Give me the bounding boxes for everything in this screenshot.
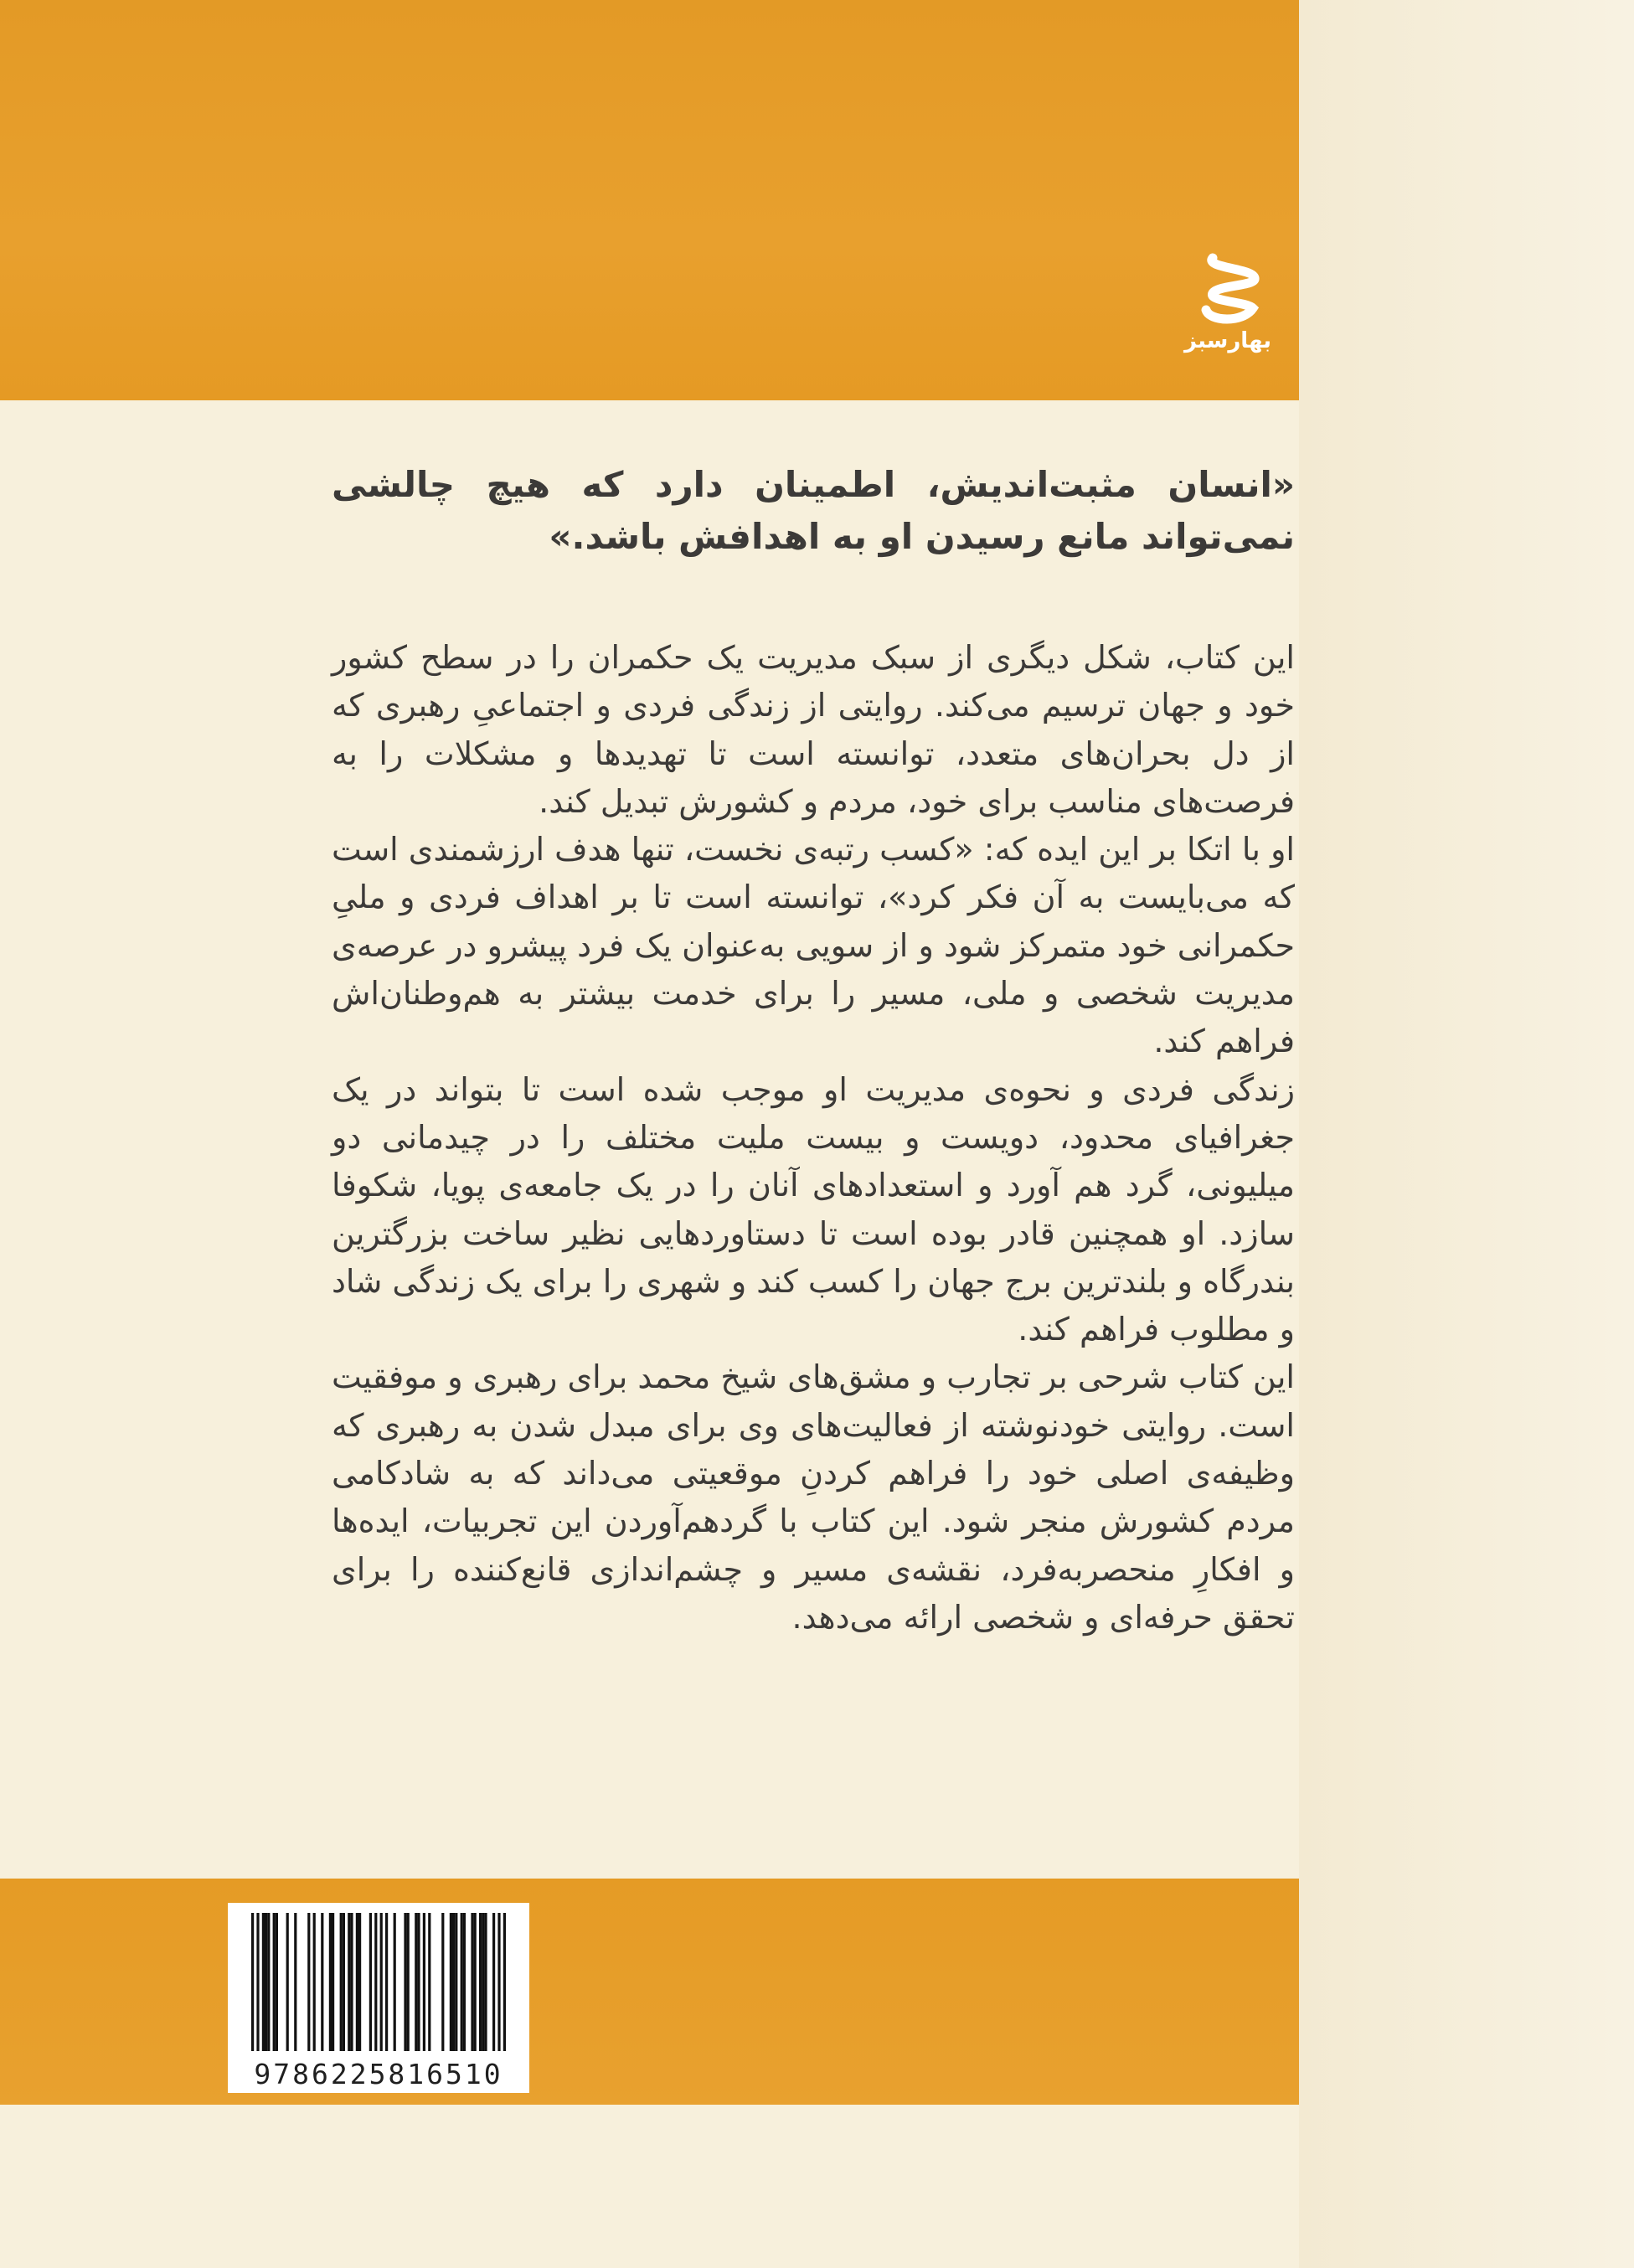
barcode-bar	[369, 1913, 372, 2051]
barcode-bar	[256, 1913, 259, 2051]
barcode-bar	[273, 1913, 276, 2051]
barcode-bars	[251, 1913, 506, 2051]
barcode-bar	[503, 1913, 506, 2051]
barcode-bar	[286, 1913, 289, 2051]
barcode-bar	[332, 1913, 334, 2051]
barcode-bar	[358, 1913, 361, 2051]
barcode-bar	[479, 1913, 482, 2051]
top-orange-band	[0, 0, 1299, 400]
barcode-bar	[265, 1913, 267, 2051]
barcode-bar	[313, 1913, 316, 2051]
bottom-orange-band	[0, 1879, 1299, 2105]
blurb-paragraph: این کتاب شرحی بر تجارب و مشق‌های شیخ محمد برای رهبری و موفقیت است. روایتی خودنوشته از فعالیت‌های وی برای مبدل شدن به رهبری که وظیفه‌ی اصلی خود را فراهم کردنِ موقعیتی می‌داند که به شادکامی مردم کشورش منجر شود. این کتاب با گردهم‌آوردن این تجربیات، ایده‌ها و افکارِ منحصربه‌فرد، نقشه‌ی مسیر و چشم‌اندازی قانع‌کننده را برای تحقق حرفه‌ای و شخصی ارائه می‌دهد.	[332, 1358, 1295, 1636]
publisher-logo-icon	[1188, 243, 1271, 327]
barcode-bar	[471, 1913, 473, 2051]
barcode-bar	[251, 1913, 254, 2051]
isbn-barcode	[228, 1903, 529, 2056]
pull-quote: «انسان مثبت‌اندیش، اطمینان دارد که هیچ چالشی نمی‌تواند مانع رسیدن او به اهدافش باشد.»	[332, 464, 1295, 557]
publisher-name: بهارسبز	[1183, 328, 1271, 353]
barcode-bar	[423, 1913, 425, 2051]
barcode-bar	[417, 1913, 420, 2051]
publisher-logo	[1183, 243, 1271, 377]
spine-margin	[1299, 0, 1634, 2268]
barcode-bar	[497, 1913, 500, 2051]
barcode-bar	[452, 1913, 455, 2051]
blurb-paragraph: این کتاب، شکل دیگری از سبک مدیریت یک حکمران را در سطح کشور خود و جهان ترسیم می‌کند. روایتی از زندگی فردی و اجتماعیِ رهبری که از دل بحران‌های متعدد، توانسته است تا تهدیدها و مشکلات را به فرصت‌های مناسب برای خود، مردم و کشورش تبدیل کند.	[332, 639, 1295, 820]
barcode-bar	[350, 1913, 353, 2051]
barcode-bar	[394, 1913, 396, 2051]
barcode-bar	[307, 1913, 310, 2051]
barcode-bar	[329, 1913, 332, 2051]
barcode-bar	[348, 1913, 350, 2051]
barcode-bar	[492, 1913, 495, 2051]
barcode-bar	[267, 1913, 270, 2051]
barcode-bar	[428, 1913, 430, 2051]
barcode-bar	[455, 1913, 457, 2051]
barcode-bar	[356, 1913, 358, 2051]
blurb-paragraph: او با اتکا بر این ایده که: «کسب رتبه‌ی نخست، تنها هدف ارزشمندی است که می‌بایست به آن فکر کرد»، توانسته است تا بر اهداف فردی و ملیِ حکمرانی خود متمرکز شود و از سویی به‌عنوان یک فرد پیشرو در عرصه‌ی مدیریت شخصی و ملی، مسیر را برای خدمت بیشتر به هم‌وطنان‌اش فراهم کند.	[332, 831, 1295, 1060]
barcode-bar	[380, 1913, 383, 2051]
barcode-bar	[343, 1913, 345, 2051]
barcode-bar	[482, 1913, 484, 2051]
barcode-bar	[321, 1913, 323, 2051]
barcode-bar	[461, 1913, 463, 2051]
barcode-bar	[407, 1913, 410, 2051]
barcode-bar	[294, 1913, 296, 2051]
isbn-number: 9786225816510	[228, 2056, 529, 2093]
barcode-bar	[340, 1913, 343, 2051]
barcode-bar	[484, 1913, 487, 2051]
barcode-bar	[474, 1913, 477, 2051]
barcode-bar	[385, 1913, 388, 2051]
barcode-bar	[262, 1913, 265, 2051]
blurb-paragraph: زندگی فردی و نحوه‌ی مدیریت او موجب شده است تا بتواند در یک جغرافیای محدود، دویست و بیست ملیت مختلف را در چیدمانی دو میلیونی، گرد هم آورد و استعدادهای آنان را در یک جامعه‌ی پویا، شکوفا سازد. او همچنین قادر بوده است تا دستاوردهایی نظیر ساخت بزرگترین بندرگاه و بلندترین برج جهان را کسب کند و شهری را برای یک زندگی شاد و مطلوب فراهم کند.	[331, 1070, 1295, 1348]
barcode-bar	[374, 1913, 377, 2051]
barcode-bar	[450, 1913, 452, 2051]
barcode-bar	[415, 1913, 417, 2051]
barcode-bar	[404, 1913, 406, 2051]
barcode-bar	[463, 1913, 466, 2051]
blurb-body	[332, 634, 1295, 1642]
barcode-bar	[441, 1913, 444, 2051]
barcode-bar	[276, 1913, 278, 2051]
